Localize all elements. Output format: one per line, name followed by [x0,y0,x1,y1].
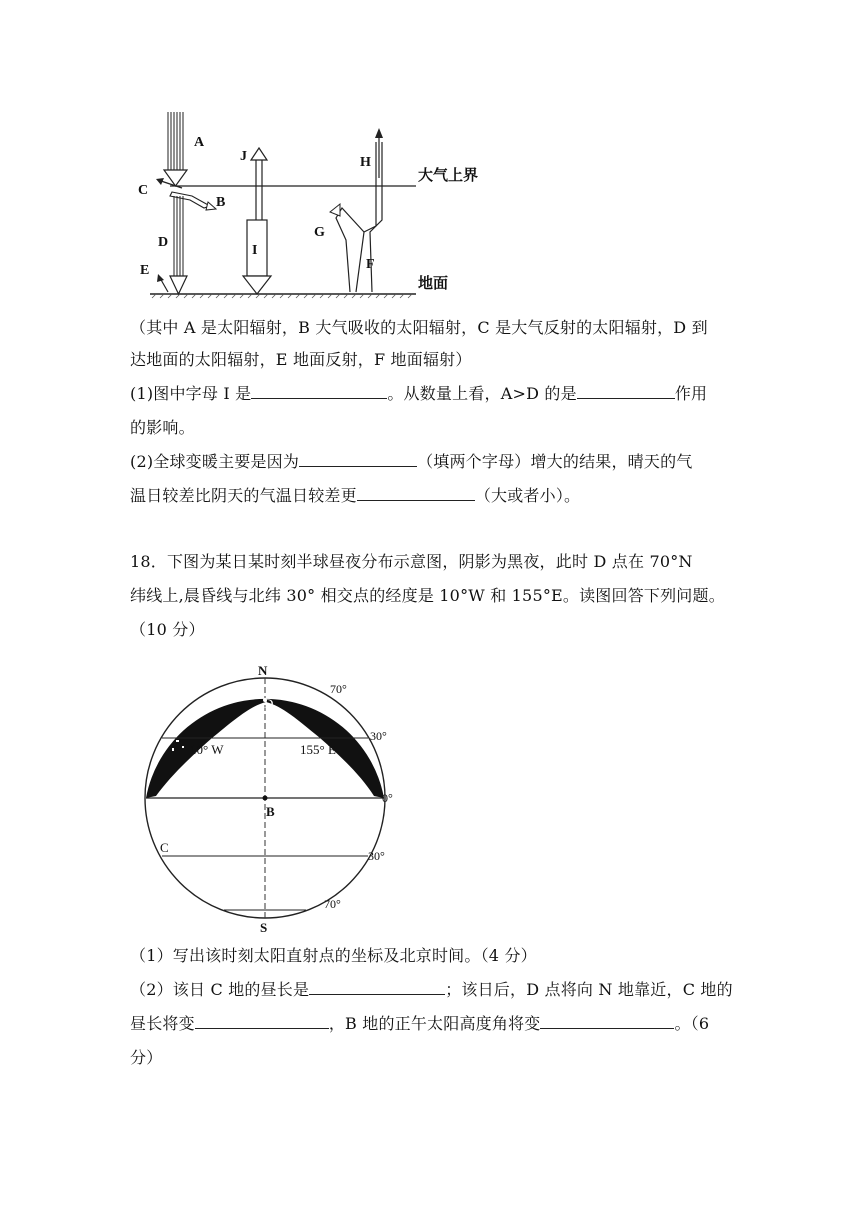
night-shaded-area [146,699,384,798]
q18-answer-blank-c-change[interactable] [195,1014,329,1029]
q17-part2-text-a: (2)全球变暖主要是因为 [130,452,300,471]
label-s: S [260,920,268,935]
q17-part2-line1 [130,452,692,472]
q18-sub2-line3: 分） [130,1048,163,1067]
q17-answer-blank-i[interactable] [251,384,387,399]
q18-sub2-line2 [130,1014,709,1034]
q18-stem-line3: （10 分） [130,620,205,639]
label-upper-boundary: 大气上界 [418,168,479,184]
label-d-point: D [264,696,274,711]
q17-note-line2: 达地面的太阳辐射，E 地面反射，F 地面辐射） [130,350,472,369]
point-b [263,796,268,801]
label-i: I [252,243,258,258]
label-h: H [360,155,371,170]
label-d: D [158,235,169,250]
radiation-diagram [130,108,490,304]
label-c-point: C [160,840,169,855]
q18-sub2-text-c: 昼长将变 [130,1014,195,1033]
label-lat0: 0° [382,791,393,805]
label-c: C [138,183,149,198]
q18-sub2-text-e: 。（6 [674,1014,710,1033]
q18-sub2-text-a: （2）该日 C 地的昼长是 [130,980,310,999]
label-f: F [366,257,375,272]
hemisphere-day-night-diagram [138,656,408,936]
label-a: A [194,135,205,150]
q18-answer-blank-b-angle[interactable] [540,1014,674,1029]
q18-answer-blank-day-length[interactable] [309,980,445,995]
arrow-d-to-ground [170,196,187,294]
label-ground: 地面 [418,276,449,292]
q18-sub2-line1 [130,980,733,1000]
q18-stem-line1: 18．下图为某日某时刻半球昼夜分布示意图，阴影为黑夜，此时 D 点在 70°N [130,552,693,571]
label-g: G [314,225,325,240]
q17-part2-text-c: 温日较差比阴天的气温日较差更 [130,486,357,505]
label-lon-155e: 155° E [300,742,336,757]
q17-part2-text-b: （填两个字母）增大的结果，晴天的气 [417,452,693,471]
q17-part1-text-c: 作用 [674,384,708,403]
label-n: N [258,663,268,678]
q17-part2-text-d: （大或者小）。 [474,486,581,505]
label-b: B [216,195,226,210]
q18-sub1: （1）写出该时刻太阳直射点的坐标及北京时间。（4 分） [130,946,537,965]
q17-part2-line2 [130,486,580,506]
label-lat70-top: 70° [330,682,347,696]
label-lat70-bottom: 70° [324,897,341,911]
label-lat30-bottom: 30° [368,849,385,863]
q17-part1-text-a: (1)图中字母 I 是 [130,384,252,403]
label-b-point: B [266,804,275,819]
q17-note-line1: （其中 A 是太阳辐射，B 大气吸收的太阳辐射，C 是大气反射的太阳辐射，D 到 [130,318,708,337]
arrow-e-ground-reflection [157,274,168,292]
q18-sub2-text-b: ；该日后，D 点将向 N 地靠近，C 地的 [445,980,733,999]
label-lon-10w: 10° W [190,742,224,757]
label-e: E [140,263,150,278]
q17-answer-blank-effect[interactable] [577,384,675,399]
arrow-g-to-atmosphere [330,204,340,216]
q17-part1-line2: 的影响。 [130,418,195,437]
q18-sub2-text-d: ，B 地的正午太阳高度角将变 [328,1014,541,1033]
arrow-a-solar-radiation [164,112,187,186]
ground-line [150,294,416,298]
q18-stem-line2: 纬线上,晨昏线与北纬 30° 相交点的经度是 10°W 和 155°E。读图回答下列问题。 [130,586,725,605]
arrow-f-ground-radiation [336,142,382,292]
q17-part1-line1 [130,384,707,404]
label-j: J [240,149,247,164]
q17-answer-blank-bigger-smaller[interactable] [357,486,475,501]
label-lat30-top: 30° [370,729,387,743]
q17-part1-text-b: 。从数量上看，A>D 的是 [387,384,577,403]
q17-answer-blank-letters[interactable] [299,452,417,467]
